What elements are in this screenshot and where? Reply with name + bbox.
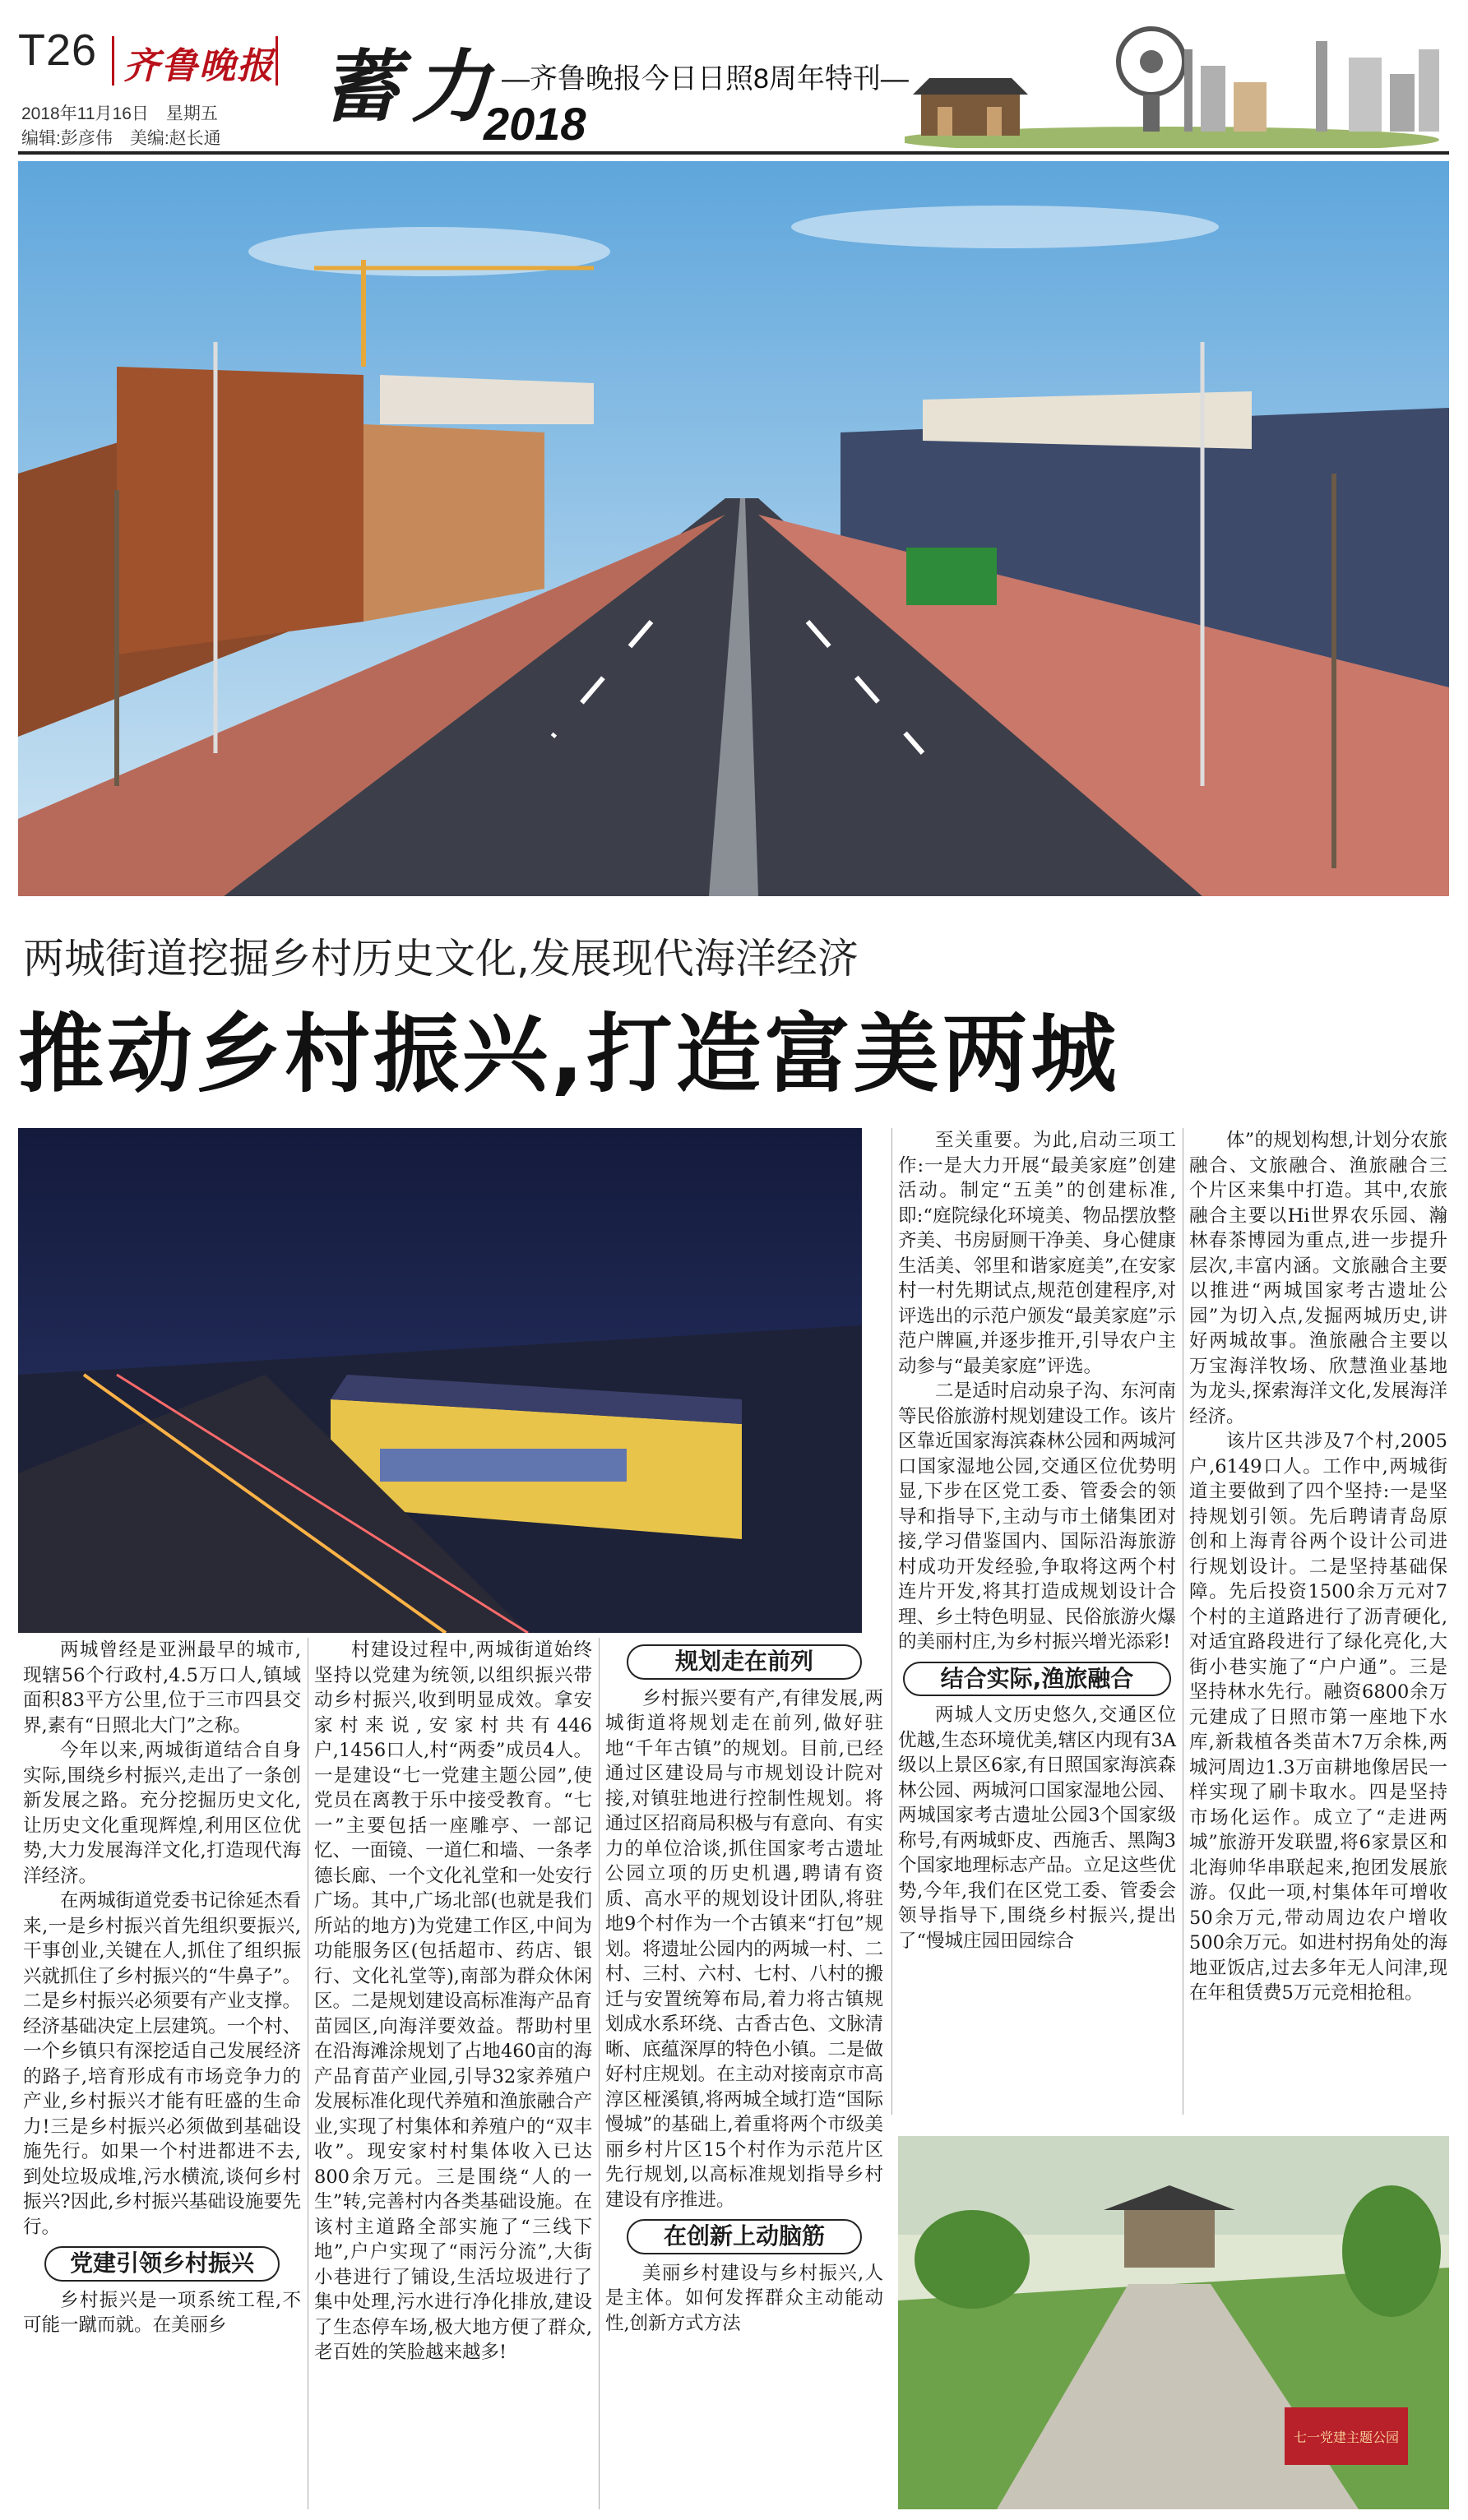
- main-photo-road: [18, 161, 1449, 896]
- column-rule: [599, 1638, 600, 2509]
- paragraph: 乡村振兴要有产,有律发展,两城街道将规划走在前列,做好驻地“千年古镇”的规划。目前,已经通过区建设局与市规划设计院对接,对镇驻地进行控制性规划。将通过区招商局积极与有意向、有实力的单位洽谈,抓住国家考古遗址公园立项的历史机遇,聘请有资质、高水平的规划设计团队,将驻地9个村作为一个古镇来“打包”规划。将遗址公园内的两城一村、二村、三村、六村、七村、八村的搬迁与安置统筹布局,着力将古镇规划成水系环绕、古香古色、文脉清晰、底蕴深厚的特色小镇。二是做好村庄规划。在主动对接南京市高淳区桠溪镇,将两城全域打造“国际慢城”的基础上,着重将两个市级美丽乡村片区15个村作为示范片区先行规划,以高标准规划指导乡村建设有序推进。: [605, 1687, 883, 2211]
- paragraph: 至关重要。为此,启动三项工作:一是大力开展“最美家庭”创建活动。制定“五美”的创建标准,即:“庭院绿化环境美、物品摆放整齐美、书房厨厕干净美、身心健康生活美、邻里和谐家庭美”,在安家村一村先期试点,规范创建程序,对评选出的示范户颁发“最美家庭”示范户牌匾,并逐步推开,引导农户主动参与“最美家庭”评选。: [898, 1130, 1177, 1377]
- park-sign: 七一党建主题公园: [1293, 2430, 1400, 2445]
- paragraph: 二是适时启动泉子沟、东河南等民俗旅游村规划建设工作。该片区靠近国家海滨森林公园和两城河口国家湿地公园,交通区位优势明显,下步在区党工委、管委会的领导和指导下,主动与市土储集团对接,学习借鉴国内、国际沿海旅游村成功开发经验,争取将这两个村连片开发,将其打造成规划设计合理、乡土特色明显、民俗旅游火爆的美丽村庄,为乡村振兴增光添彩!: [898, 1380, 1176, 1653]
- article-column-1: [23, 1638, 301, 2338]
- article-kicker: 两城街道挖掘乡村历史文化,发展现代海洋经济: [23, 935, 859, 983]
- article-column-2: [314, 1638, 592, 2365]
- park-photo: [898, 2136, 1449, 2509]
- paragraph: 在两城街道党委书记徐延杰看来,一是乡村振兴首先组织要振兴,干事创业,关键在人,抓住了组织振兴就抓住了乡村振兴的“牛鼻子”。二是乡村振兴必须要有产业支撑。经济基础决定上层建筑。一个村、一个乡镇只有深挖适自己发展经济的路子,培育形成有市场竞争力的产业,乡村振兴才能有旺盛的生命力!三是乡村振兴必须做到基础设施先行。如果一个村进都进不去,到处垃圾成堆,污水横流,谈何乡村振兴?因此,乡村振兴基础设施要先行。: [23, 1890, 302, 2238]
- paragraph: 两城人文历史悠久,交通区位优越,生态环境优美,辖区内现有3A级以上景区6家,有日照国家海滨森林公园、两城河口国家湿地公园、两城国家考古遗址公园3个国家级称号,有两城虾皮、西施舌、黑陶3个国家地理标志产品。立足这些优势,今年,我们在区党工委、管委会领导指导下,围绕乡村振兴,提出了“慢城庄园田园综合: [898, 1704, 1176, 1952]
- special-edition-title: 蓄力: [321, 40, 502, 133]
- paragraph: 美丽乡村建设与乡村振兴,人是主体。如何发挥群众主动能动性,创新方式方法: [605, 2262, 883, 2334]
- skyline-illustration: [905, 16, 1464, 148]
- special-edition-year: 2018: [484, 98, 586, 150]
- section-heading-innovation: 在创新上动脑筋: [627, 2219, 862, 2254]
- newspaper-name: 齐鲁晚报: [123, 45, 275, 87]
- editor-credits: 编辑:彭彦伟 美编:赵长通: [21, 129, 221, 148]
- section-heading-planning: 规划走在前列: [627, 1644, 862, 1680]
- header-divider: [112, 36, 114, 86]
- article-headline: 推动乡村振兴,打造富美两城: [18, 1004, 1120, 1104]
- header-divider: [276, 36, 278, 86]
- paragraph: 体”的规划构想,计划分农旅融合、文旅融合、渔旅融合三个片区来集中打造。其中,农旅融合主要以Hi世界农乐园、瀚林春茶博园为重点,进一步提升层次,丰富内涵。文旅融合主要以推进“两城国家考古遗址公园”为切入点,发掘两城历史,讲好两城故事。渔旅融合主要以万宝海洋牧场、欣慧渔业基地为龙头,探索海洋文化,发展海洋经济。: [1189, 1130, 1447, 1427]
- night-photo-street: [18, 1128, 862, 1633]
- section-heading-party-building: 党建引领乡村振兴: [44, 2246, 280, 2282]
- section-heading-fishery-tourism: 结合实际,渔旅融合: [903, 1662, 1171, 1697]
- paragraph: 两城曾经是亚洲最早的城市,现辖56个行政村,4.5万口人,镇域面积83平方公里,位于三市四县交界,素有“日照北大门”之称。: [23, 1639, 301, 1736]
- paragraph: 今年以来,两城街道结合自身实际,围绕乡村振兴,走出了一条创新发展之路。充分挖掘历史文化,让历史文化重现辉煌,利用区位优势,大力发展海洋文化,打造现代海洋经济。: [23, 1740, 301, 1887]
- article-column-3: [605, 1638, 883, 2336]
- article-column-5: [1189, 1128, 1447, 2006]
- issue-date: 2018年11月16日 星期五: [21, 104, 218, 123]
- page-number: T26: [18, 25, 98, 75]
- article-column-4: [898, 1128, 1176, 1954]
- header-rule: [18, 151, 1449, 155]
- paragraph: 该片区共涉及7个村,2005户,6149口人。工作中,两城街道主要做到了四个坚持:一是坚持规划引领。先后聘请青岛原创和上海青谷两个设计公司进行规划设计。二是坚持基础保障。先后投资1500余万元对7个村的主道路进行了沥青硬化,对适宜路段进行了绿化亮化,大街小巷实施了“户户通”。三是坚持林水先行。融资6800余万元建成了日照市第一座地下水库,新栽植各类苗木7万余株,两城河周边1.3万亩耕地像居民一样实现了刷卡取水。四是坚持市场化运作。成立了“走进两城”旅游开发联盟,将6家景区和北海帅华串联起来,抱团发展旅游。仅此一项,村集体年可增收50余万元,带动周边农户增收500余万元。如进村拐角处的海地亚饭店,过去多年无人问津,现在年租赁费5万元竞相抢租。: [1189, 1431, 1447, 2004]
- column-rule: [891, 1128, 892, 2115]
- paragraph: 乡村振兴是一项系统工程,不可能一蹴而就。在美丽乡: [23, 2289, 301, 2336]
- paragraph: 村建设过程中,两城街道始终坚持以党建为统领,以组织振兴带动乡村振兴,收到明显成效。拿安家村来说,安家村共有446户,1456口人,村“两委”成员4人。一是建设“七一党建主题公园”,使党员在离教于乐中接受教育。“七一”主要包括一座雕亭、一部记忆、一面镜、一道仁和墙、一条孝德长廊、一个文化礼堂和一处安行广场。其中,广场北部(也就是我们所站的地方)为党建工作区,中间为功能服务区(包括超市、药店、银行、文化礼堂等),南部为群众休闲区。二是规划建设高标准海产品育苗园区,向海洋要效益。帮助村里在沿海滩涂规划了占地460亩的海产品育苗产业园,引导32家养殖户发展标准化现代养殖和渔旅融合产业,实现了村集体和养殖户的“双丰收”。现安家村村集体收入已达800余万元。三是围绕“人的一生”转,完善村内各类基础设施。在该村主道路全部实施了“三线下地”,户户实现了“雨污分流”,大街小巷进行了铺设,生活垃圾进行了集中处理,污水进行净化排放,建设了生态停车场,极大地方便了群众,老百姓的笑脸越来越多!: [314, 1639, 592, 2363]
- special-edition-subtitle: —齐鲁晚报今日日照8周年特刊—: [502, 63, 909, 95]
